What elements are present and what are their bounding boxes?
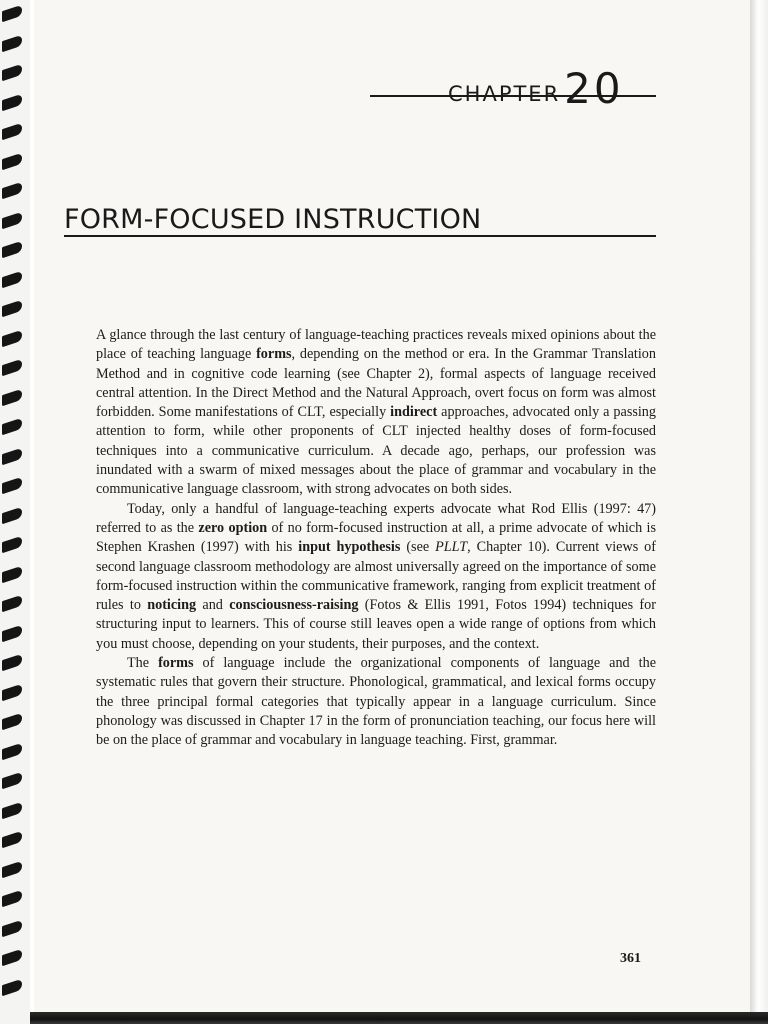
text-run: and [196,597,230,614]
spiral-hook [2,595,22,612]
spiral-hook [2,565,22,582]
key-term: zero option [198,519,268,536]
spiral-hook [2,329,22,346]
page-number: 361 [620,951,641,966]
spiral-hook [2,241,22,258]
text-run: A glance through the last century of language-teaching practices reveals mixed opinions about the place of teaching language [96,327,656,363]
paragraph [96,500,656,654]
spiral-hook [2,801,22,818]
spiral-hook [2,34,22,51]
spiral-hook [2,772,22,789]
spiral-hook [2,182,22,199]
spiral-hook [2,713,22,730]
spiral-hook [2,860,22,877]
spiral-hook [2,978,22,995]
text-run: approaches, advocated only a passing attention to form, while other proponents of CLT injected healthy doses of form-focused techniques into a communicative curriculum. A decade ago, perhaps, our profession was inundated with a swarm of mixed messages about the place of grammar and vocabulary in the communicative language classroom, with strong advocates on both sides. [96,404,656,498]
spiral-hook [2,64,22,81]
key-term: forms [256,346,292,363]
spiral-hook [2,300,22,317]
spiral-hook [2,624,22,641]
key-term: input hypothesis [298,539,401,556]
spiral-hook [2,477,22,494]
paragraph [96,326,656,500]
spiral-hook [2,418,22,435]
chapter-title: FORM-FOCUSED INSTRUCTION [64,204,482,235]
key-term: forms [158,655,194,672]
spiral-hook [2,152,22,169]
spiral-hook [2,211,22,228]
paragraph [96,654,656,750]
spiral-binding [0,0,30,1024]
spiral-hook [2,890,22,907]
spiral-hook [2,654,22,671]
chapter-word: CHAPTER [448,82,561,106]
spiral-hook [2,536,22,553]
text-run: of no form-focused instruction at all, a prime advocate of which is Stephen Krashen (1997) with his [96,519,656,556]
spiral-hook [2,831,22,848]
spiral-hook [2,93,22,110]
page-edge [750,0,768,1024]
key-term: consciousness-raising [229,597,359,614]
text-run: (see [400,539,436,556]
title-rule [64,235,656,237]
spiral-hook [2,270,22,287]
italic-text: PLLT [435,539,468,556]
spiral-hook [2,919,22,936]
text-run: (Fotos & Ellis 1991, Fotos 1994) techniques for structuring input to learners. This of course still leaves open a wide range of options from which you must choose, depending on your students, their purposes, and the context. [96,597,656,652]
spiral-hook [2,683,22,700]
key-term: indirect [390,404,438,421]
spiral-hook [2,5,22,22]
chapter-number: 20 [564,64,624,113]
text-run: of language include the organizational components of language and the systematic rules that govern their structure. Phonological, grammatical, and lexical forms occupy the three principal formal categories that typically appear in a language curriculum. Since phonology was discussed in Chapter 17 in the form of pronunciation teaching, our focus here will be on the place of grammar and vocabulary in language teaching. First, grammar. [96,655,656,749]
spiral-hook [2,742,22,759]
spiral-hook [2,388,22,405]
text-run: The [127,655,159,672]
text-run: Today, only a handful of language-teaching experts advocate what Rod Ellis (1997: 47) referred to as the [96,500,656,536]
spiral-hook [2,506,22,523]
spiral-hook [2,123,22,140]
spiral-hook [2,447,22,464]
body-text [96,326,656,751]
chapter-heading [448,64,624,113]
spiral-hook [2,359,22,376]
key-term: noticing [147,597,197,614]
page-bottom-edge [30,1012,768,1024]
text-run: , depending on the method or era. In the Grammar Translation Method and in cognitive code learning (see Chapter 2), formal aspects of language received central attention. In the Direct Method and the Natural Approach, overt focus on form was almost forbidden. Some manifestations of CLT, especially [96,346,656,421]
text-run: , Chapter 10). Current views of second language classroom methodology are almost universally agreed on the importance of some form-focused instruction within the communicative framework, ranging from explicit treatment of rules to [96,539,656,614]
spiral-hook [2,949,22,966]
